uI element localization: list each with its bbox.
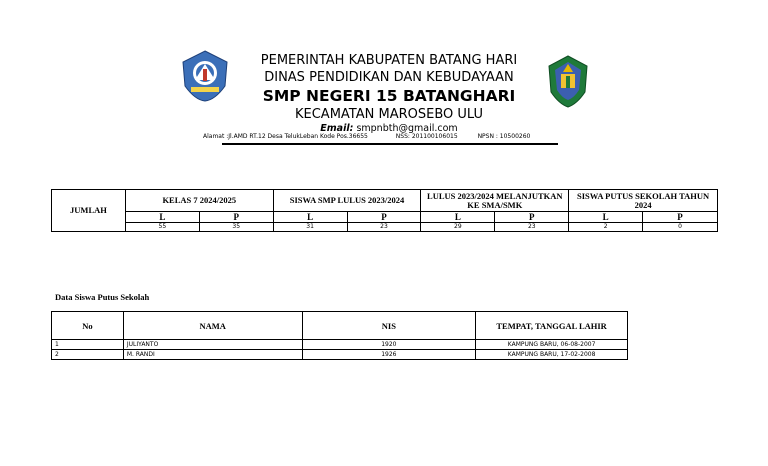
value-cell: 0 <box>643 223 718 232</box>
row-nama: JULIYANTO <box>123 340 302 350</box>
sub-header-l: L <box>569 212 643 223</box>
sub-header-p: P <box>495 212 569 223</box>
table-row <box>52 340 628 350</box>
sub-header-p: P <box>643 212 718 223</box>
row-nama: M. RANDI <box>123 350 302 360</box>
group-header-putus-sekolah: SISWA PUTUS SEKOLAH TAHUN 2024 <box>569 190 718 212</box>
table-row <box>52 350 628 360</box>
address-text: Alamat :Jl.AMD RT.12 Desa TelukLeban Kode Pos.36655 <box>203 133 368 140</box>
email-label: Email: <box>320 123 354 134</box>
value-cell: 23 <box>495 223 569 232</box>
npsn-text: NPSN : 10500260 <box>477 133 531 140</box>
dropout-section-title: Data Siswa Putus Sekolah <box>55 292 150 302</box>
sub-header-p: P <box>347 212 421 223</box>
row-nis: 1926 <box>302 350 476 360</box>
school-name: SMP NEGERI 15 BATANGHARI <box>262 87 516 105</box>
row-ttl: KAMPUNG BARU, 17-02-2008 <box>476 350 628 360</box>
district-line: KECAMATAN MAROSEBO ULU <box>294 107 483 122</box>
sub-header-l: L <box>125 212 199 223</box>
nss-text: NSS: 201100106015 <box>395 133 458 140</box>
row-no: 2 <box>52 350 124 360</box>
group-header-lulus: SISWA SMP LULUS 2023/2024 <box>273 190 421 212</box>
value-cell: 31 <box>273 223 347 232</box>
column-header-ttl: TEMPAT, TANGGAL LAHIR <box>476 312 628 340</box>
letterhead <box>0 44 768 154</box>
department-line: DINAS PENDIDIKAN DAN KEBUDAYAAN <box>264 70 514 85</box>
value-cell: 23 <box>347 223 421 232</box>
column-header-nis: NIS <box>302 312 476 340</box>
sub-header-p: P <box>199 212 273 223</box>
address-line <box>203 133 583 140</box>
value-cell: 35 <box>199 223 273 232</box>
column-header-nama: NAMA <box>123 312 302 340</box>
dropout-table <box>51 311 628 360</box>
value-cell: 2 <box>569 223 643 232</box>
batang-hari-regency-logo-icon <box>547 54 589 108</box>
header-divider <box>222 143 558 145</box>
row-ttl: KAMPUNG BARU, 06-08-2007 <box>476 340 628 350</box>
value-cell: 55 <box>125 223 199 232</box>
tut-wuri-handayani-logo-icon <box>181 50 229 102</box>
email-address: smpnbth@gmail.com <box>356 123 458 134</box>
row-nis: 1920 <box>302 340 476 350</box>
column-header-no: No <box>52 312 124 340</box>
row-no: 1 <box>52 340 124 350</box>
group-header-kelas7: KELAS 7 2024/2025 <box>125 190 273 212</box>
government-line: PEMERINTAH KABUPATEN BATANG HARI <box>260 53 518 68</box>
sub-header-l: L <box>273 212 347 223</box>
sub-header-l: L <box>421 212 495 223</box>
value-cell: 29 <box>421 223 495 232</box>
group-header-melanjutkan: LULUS 2023/2024 MELANJUTKAN KE SMA/SMK <box>421 190 569 212</box>
summary-table <box>51 189 718 232</box>
jumlah-header: JUMLAH <box>52 190 126 232</box>
